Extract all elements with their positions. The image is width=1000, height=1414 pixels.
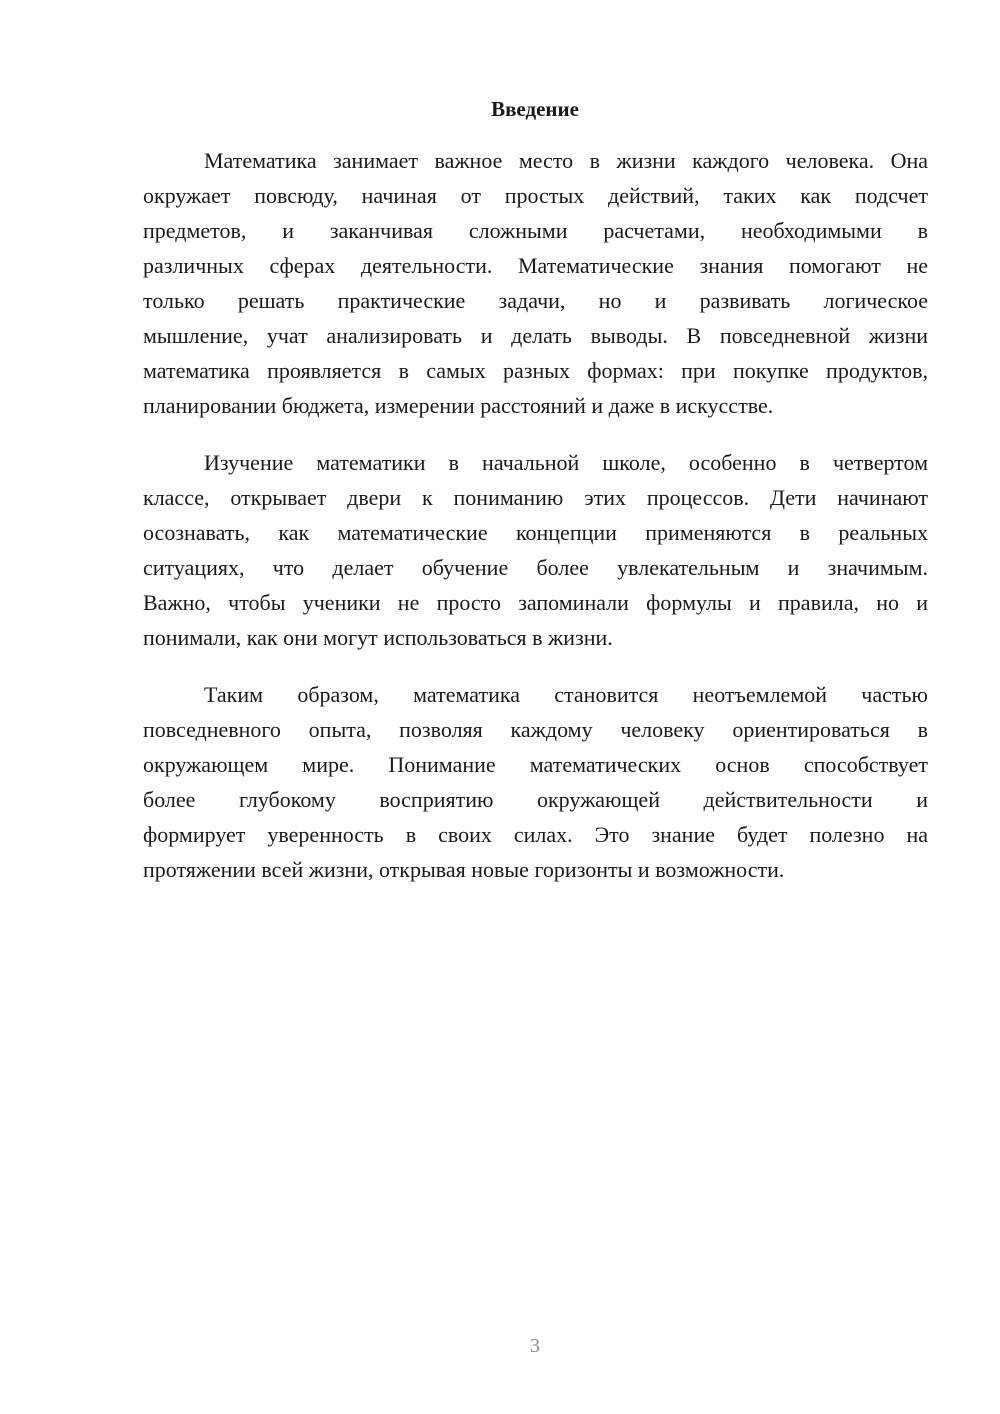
- text-line: протяжении всей жизни, открывая новые горизонты и возможности.: [143, 857, 785, 882]
- text-line: Изучение математики в начальной школе, особенно в четвертом: [204, 450, 928, 475]
- text-line: Математика занимает важное место в жизни каждого человека. Она: [204, 148, 928, 173]
- paragraph-1: [143, 143, 928, 423]
- text-line: более глубокому восприятию окружающей действительности и: [143, 787, 928, 812]
- paragraph-2: [143, 445, 928, 655]
- text-line: окружающем мире. Понимание математических основ способствует: [143, 752, 928, 777]
- text-line: планировании бюджета, измерении расстояний и даже в искусстве.: [143, 393, 774, 418]
- text-line: математика проявляется в самых разных формах: при покупке продуктов,: [143, 358, 928, 383]
- text-line: предметов, и заканчивая сложными расчетами, необходимыми в: [143, 218, 928, 243]
- page-number: 3: [530, 1335, 540, 1357]
- page-title: Введение: [491, 97, 579, 121]
- text-line: классе, открывает двери к пониманию этих процессов. Дети начинают: [143, 485, 928, 510]
- text-line: осознавать, как математические концепции применяются в реальных: [143, 520, 928, 545]
- text-line: формирует уверенность в своих силах. Это знание будет полезно на: [143, 822, 928, 847]
- text-line: Важно, чтобы ученики не просто запоминали формулы и правила, но и: [143, 590, 928, 615]
- text-line: понимали, как они могут использоваться в жизни.: [143, 625, 613, 650]
- text-line: мышление, учат анализировать и делать выводы. В повседневной жизни: [143, 323, 928, 348]
- text-line: повседневного опыта, позволяя каждому человеку ориентироваться в: [143, 717, 928, 742]
- paragraph-3: [143, 677, 928, 887]
- text-line: окружает повсюду, начиная от простых действий, таких как подсчет: [143, 183, 928, 208]
- text-line: только решать практические задачи, но и развивать логическое: [143, 288, 928, 313]
- text-line: Таким образом, математика становится неотъемлемой частью: [204, 682, 928, 707]
- text-line: ситуациях, что делает обучение более увлекательным и значимым.: [143, 555, 928, 580]
- text-line: различных сферах деятельности. Математические знания помогают не: [143, 253, 928, 278]
